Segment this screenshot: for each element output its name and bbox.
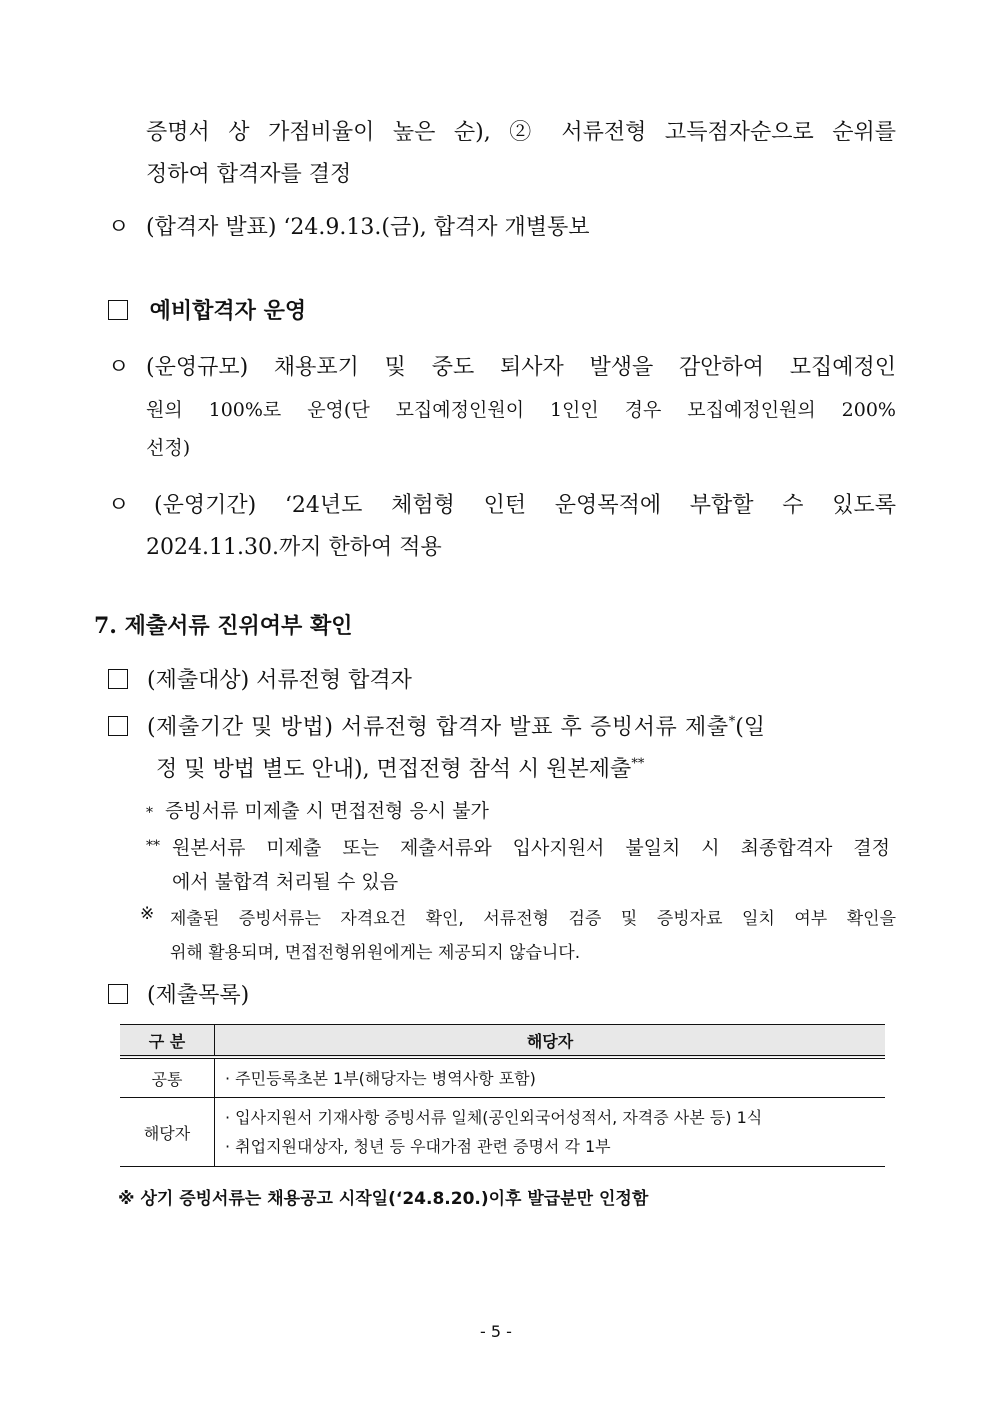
header-category: 구 분 bbox=[120, 1025, 215, 1058]
header-target: 해당자 bbox=[215, 1025, 886, 1058]
row-category: 공통 bbox=[120, 1057, 215, 1098]
submission-list-text: (제출목록) bbox=[147, 983, 250, 1008]
submission-period-line2-text: 정 및 방법 별도 안내), 면접전형 참석 시 원본제출 bbox=[156, 757, 632, 782]
reserve-scale-line2: 원의 100%로 운영(단 모집예정인원이 1인인 경우 모집예정인원의 200% bbox=[146, 399, 896, 421]
footnote-mark: * bbox=[728, 714, 736, 730]
note-2-line2: 에서 불합격 처리될 수 있음 bbox=[172, 871, 399, 893]
reserve-heading-text: 예비합격자 운영 bbox=[149, 298, 307, 324]
reference-mark: ※ bbox=[140, 904, 155, 924]
document-table bbox=[120, 1024, 885, 1167]
list-item: · 취업지원대상자, 청년 등 우대가점 관련 증명서 각 1부 bbox=[225, 1137, 611, 1156]
announcement-text: (합격자 발표) ‘24.9.13.(금), 합격자 개별통보 bbox=[146, 215, 590, 240]
table-header-row bbox=[120, 1025, 885, 1058]
note-1 bbox=[146, 796, 489, 823]
list-item: · 입사지원서 기재사항 증빙서류 일체(공인외국어성적서, 자격증 사본 등) 1식 bbox=[225, 1108, 763, 1127]
list-item: · 주민등록초본 1부(해당자는 병역사항 포함) bbox=[225, 1068, 536, 1088]
submission-period-text: (제출기간 및 방법) 서류전형 합격자 발표 후 증빙서류 제출 bbox=[147, 715, 729, 740]
footnote-mark: ** bbox=[631, 756, 645, 772]
section-7-title: 7. 제출서류 진위여부 확인 bbox=[94, 613, 353, 639]
selection-criteria-line1: 증명서 상 가점비율이 높은 순), ② 서류전형 고득점자순으로 순위를 bbox=[146, 120, 896, 145]
note-2-line1: 원본서류 미제출 또는 제출서류와 입사지원서 불일치 시 최종합격자 결정 bbox=[172, 837, 890, 859]
page-number: - 5 - bbox=[480, 1322, 512, 1341]
checkbox-icon bbox=[108, 984, 128, 1004]
note-2 bbox=[146, 833, 160, 855]
bullet-circle: ㅇ bbox=[108, 493, 130, 518]
bullet-circle: ㅇ bbox=[108, 355, 130, 380]
reserve-scale-line3: 선정) bbox=[146, 437, 191, 459]
bullet-circle: ㅇ bbox=[108, 215, 130, 240]
reference-line1: 제출된 증빙서류는 자격요건 확인, 서류전형 검증 및 증빙자료 일치 여부 확인을 bbox=[170, 909, 896, 929]
selection-criteria-line2: 정하여 합격자를 결정 bbox=[146, 162, 352, 187]
note-mark: * bbox=[146, 805, 153, 821]
table-row bbox=[120, 1057, 885, 1098]
submission-period-tail: (일 bbox=[735, 715, 766, 740]
note-mark: ** bbox=[146, 838, 160, 854]
reserve-period-line1: (운영기간) ‘24년도 체험형 인턴 운영목적에 부합할 수 있도록 bbox=[154, 493, 896, 518]
submission-target-text: (제출대상) 서류전형 합격자 bbox=[147, 668, 412, 693]
row-items bbox=[215, 1057, 886, 1098]
footnote: ※ 상기 증빙서류는 채용공고 시작일(‘24.8.20.)이후 발급분만 인정함 bbox=[118, 1189, 649, 1209]
checkbox-icon bbox=[108, 669, 128, 689]
table-row bbox=[120, 1098, 885, 1167]
row-category: 해당자 bbox=[120, 1098, 215, 1167]
note-1-text: 증빙서류 미제출 시 면접전형 응시 불가 bbox=[165, 800, 489, 822]
submission-period-line2 bbox=[156, 752, 644, 783]
row-items bbox=[215, 1098, 886, 1167]
reserve-heading bbox=[108, 294, 306, 325]
reserve-period-line2: 2024.11.30.까지 한하여 적용 bbox=[146, 535, 442, 560]
reserve-scale-line1: (운영규모) 채용포기 및 중도 퇴사자 발생을 감안하여 모집예정인 bbox=[146, 355, 896, 380]
submission-period bbox=[108, 710, 898, 741]
reference-line2: 위해 활용되며, 면접전형위원에게는 제공되지 않습니다. bbox=[170, 943, 581, 963]
submission-list bbox=[108, 978, 249, 1009]
checkbox-icon bbox=[108, 716, 128, 736]
checkbox-icon bbox=[108, 300, 128, 320]
submission-target bbox=[108, 663, 412, 694]
